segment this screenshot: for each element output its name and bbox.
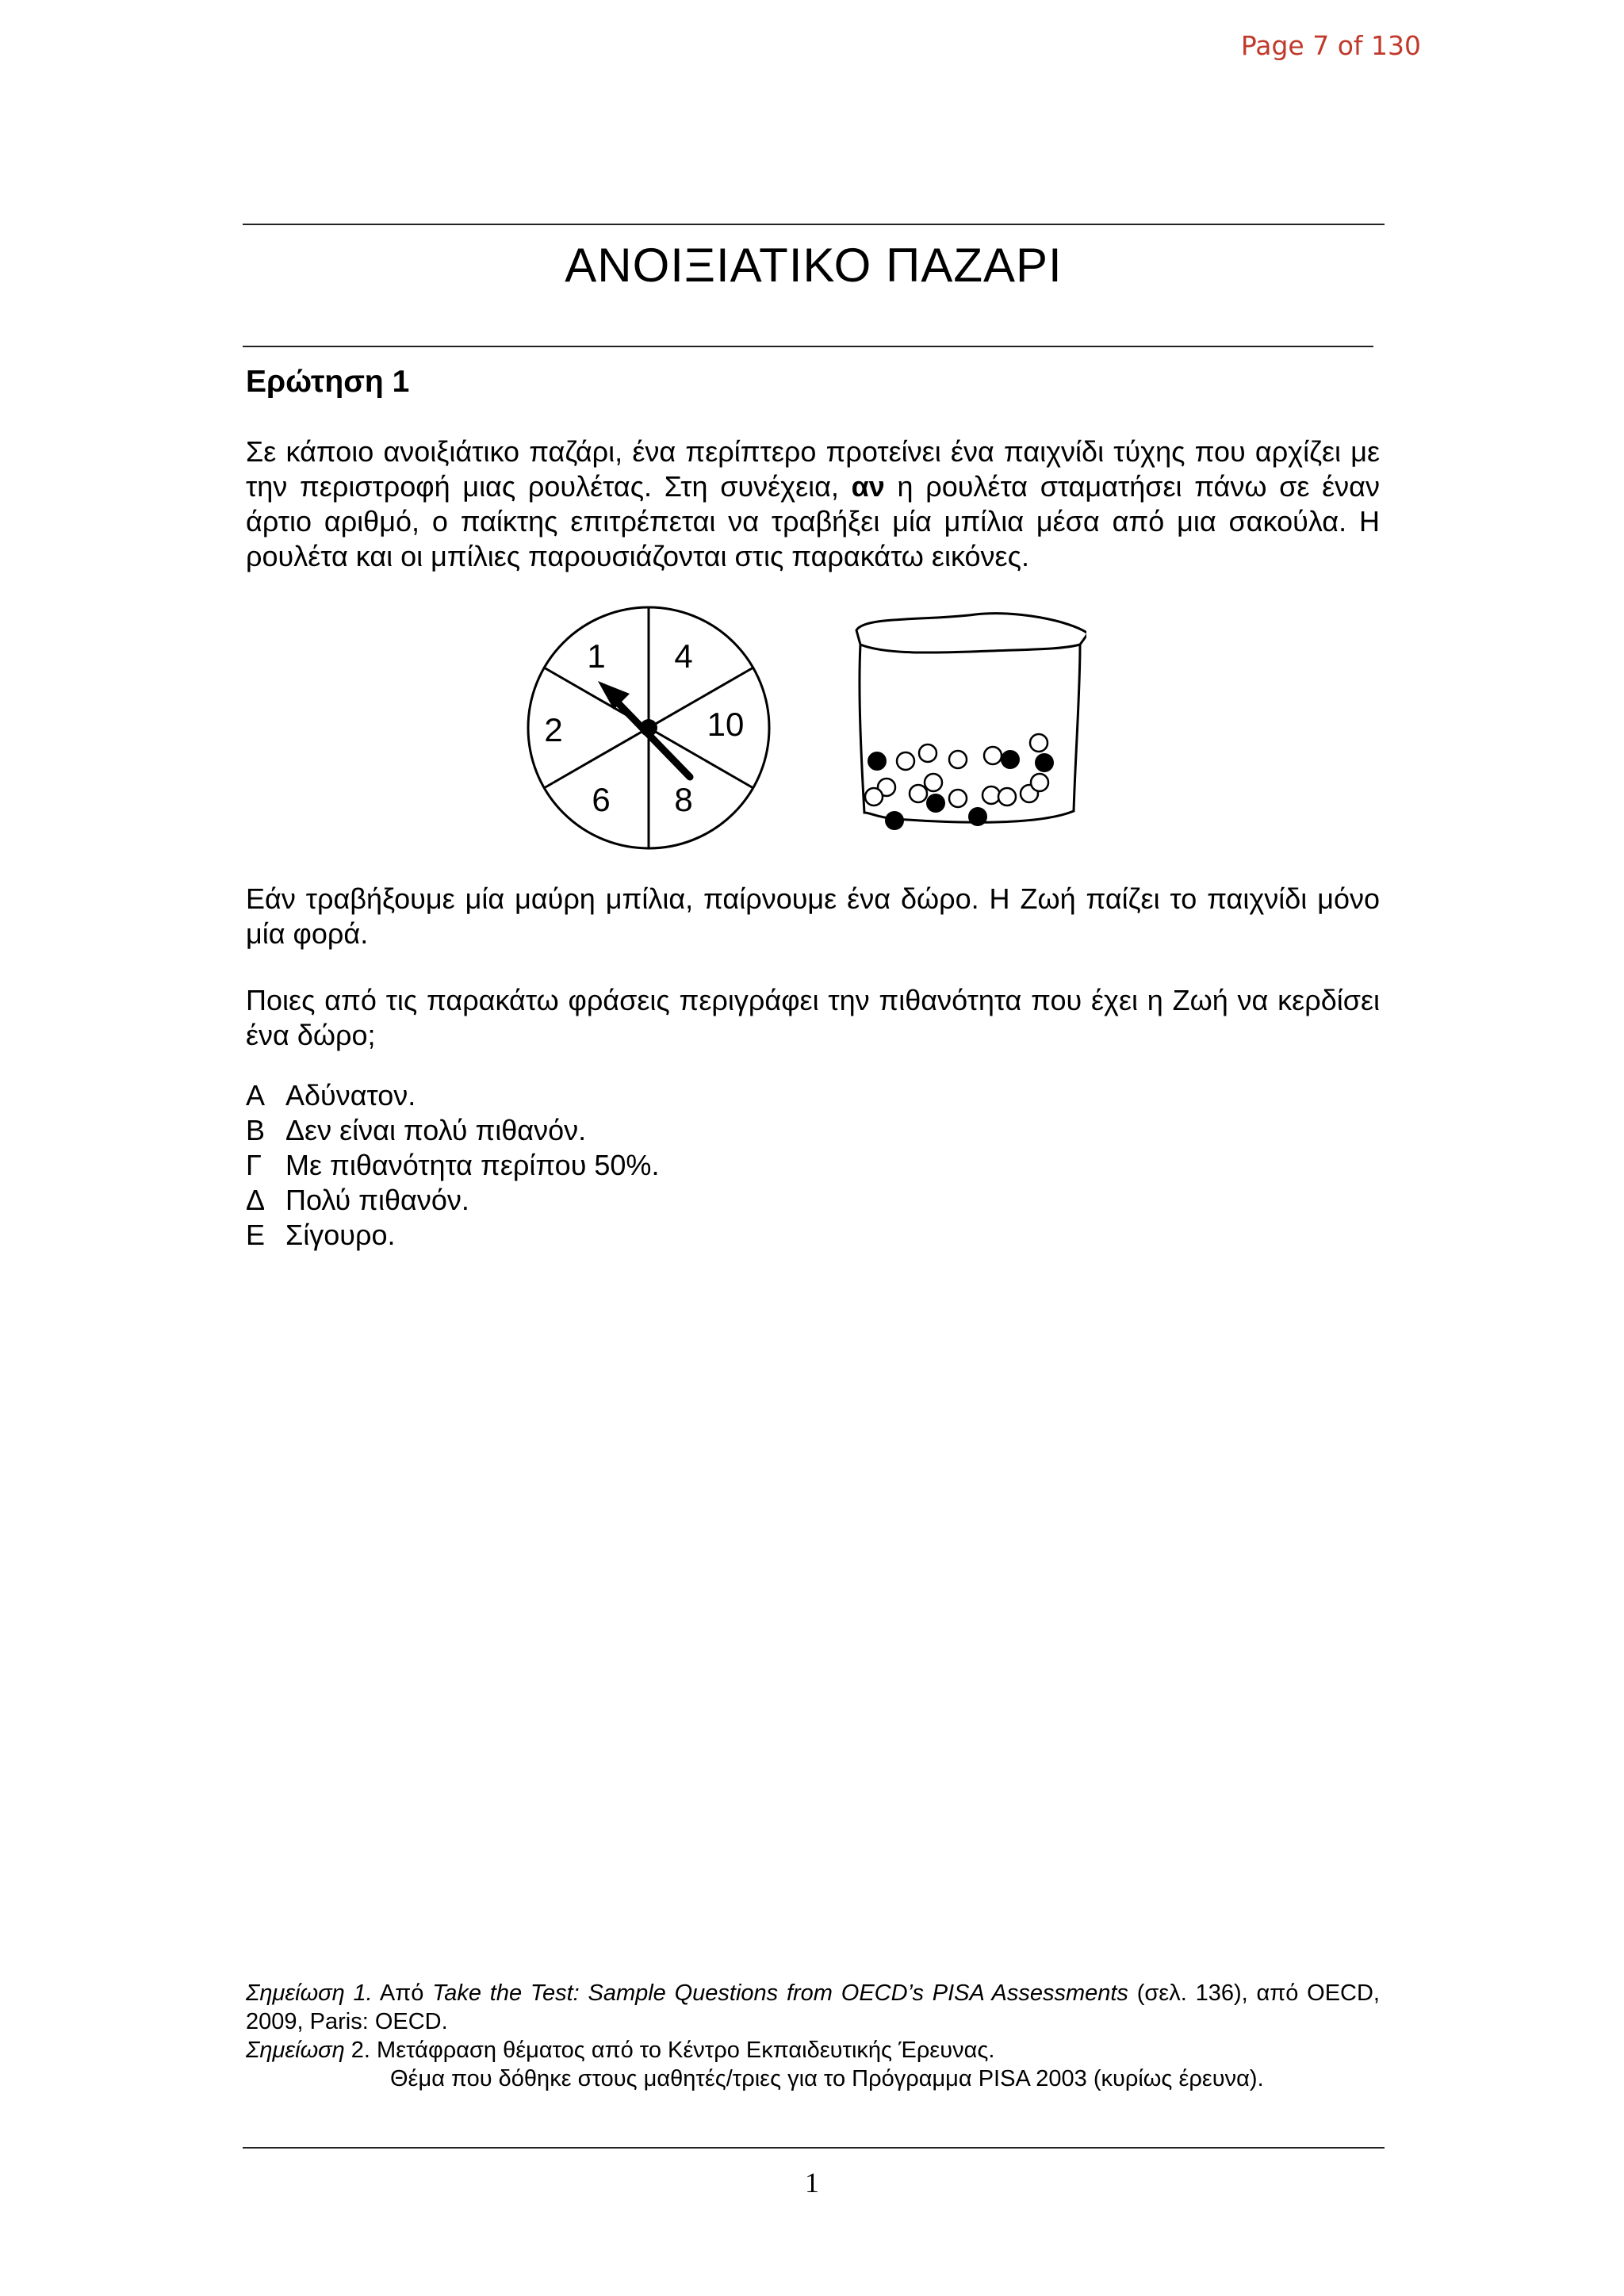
question-heading: Ερώτηση 1 bbox=[246, 365, 410, 399]
page-number: 1 bbox=[805, 2167, 819, 2198]
spinner-label: 8 bbox=[674, 781, 693, 818]
page-title: ΑΝΟΙΞΙΑΤΙΚΟ ΠΑΖΑΡΙ bbox=[565, 239, 1063, 292]
intro-text-1: Σε κάποιο ανοιξιάτικο παζάρι, ένα περίπτερο προτείνει ένα παιχνίδι τύχης που αρχίζει με την περιστροφή μιας ρουλέτας. Στη συνέχεια, bbox=[246, 435, 1380, 503]
spinner-label: 1 bbox=[587, 637, 606, 675]
marble-bag bbox=[856, 614, 1086, 830]
white-marble bbox=[949, 790, 967, 807]
black-marble bbox=[868, 752, 887, 771]
spinner bbox=[528, 607, 769, 848]
option-c bbox=[246, 1148, 659, 1183]
intro-paragraph bbox=[246, 434, 1380, 574]
answer-options bbox=[246, 1078, 659, 1253]
spinner-hub bbox=[640, 719, 657, 737]
white-marble bbox=[897, 752, 914, 770]
white-marble bbox=[910, 785, 927, 802]
white-marble bbox=[984, 747, 1002, 764]
note-1-pre: Από bbox=[372, 1980, 433, 2006]
option-text: Δεν είναι πολύ πιθανόν. bbox=[285, 1114, 587, 1146]
spinner-label: 4 bbox=[674, 637, 693, 675]
note-1 bbox=[246, 1979, 1380, 2036]
white-marble bbox=[865, 788, 883, 806]
paragraph-question: Ποιες από τις παρακάτω φράσεις περιγράφει την πιθανότητα που έχει η Ζωή να κερδίσει ένα δώρο; bbox=[246, 984, 1380, 1051]
option-letter: Α bbox=[246, 1079, 266, 1112]
white-marble bbox=[982, 786, 1000, 804]
white-marble bbox=[1030, 734, 1048, 752]
note-1-source-title: Take the Test: Sample Questions from OECD’s PISA Assessments bbox=[432, 1980, 1128, 2006]
white-marble bbox=[919, 744, 936, 762]
spinner-label: 6 bbox=[592, 781, 611, 818]
option-text: Πολύ πιθανόν. bbox=[285, 1184, 469, 1216]
spinner-label: 10 bbox=[707, 706, 745, 743]
note-2 bbox=[246, 2036, 1380, 2064]
option-text: Αδύνατον. bbox=[285, 1079, 416, 1112]
option-letter: Γ bbox=[246, 1149, 262, 1181]
page-counter: Page 7 of 130 bbox=[1240, 30, 1421, 61]
spinner-label: 2 bbox=[544, 711, 563, 748]
paragraph-prize: Εάν τραβήξουμε μία μαύρη μπίλια, παίρνουμε ένα δώρο. Η Ζωή παίζει το παιχνίδι μόνο μία φορά. bbox=[246, 882, 1380, 950]
footnotes bbox=[246, 1979, 1380, 2093]
option-b bbox=[246, 1113, 659, 1148]
black-marble bbox=[1035, 753, 1054, 772]
option-e bbox=[246, 1218, 659, 1253]
footer-rule bbox=[243, 2147, 1385, 2149]
option-letter: Ε bbox=[246, 1219, 266, 1251]
note-2-line-2: Θέμα που δόθηκε στους μαθητές/τριες για το Πρόγραμμα PISA 2003 (κυρίως έρευνα). bbox=[390, 2066, 1264, 2091]
black-marble bbox=[968, 807, 987, 826]
white-marble bbox=[1031, 774, 1048, 791]
white-marble bbox=[925, 774, 942, 791]
intro-bold-word: αν bbox=[851, 470, 885, 503]
option-text: Σίγουρο. bbox=[285, 1219, 396, 1251]
note-2-text: 2. Μετάφραση θέματος από το Κέντρο Εκπαιδευτικής Έρευνας. bbox=[344, 2038, 995, 2063]
note-1-post: (σελ. 136), από OECD, 2009, Paris: OECD. bbox=[246, 1980, 1380, 2034]
option-text: Με πιθανότητα περίπου 50%. bbox=[285, 1149, 660, 1181]
title-rule bbox=[243, 346, 1373, 347]
black-marble bbox=[885, 811, 904, 830]
intro-text-2: η ρουλέτα σταματήσει πάνω σε έναν άρτιο αριθμό, ο παίκτης επιτρέπεται να τραβήξει μία μπίλια μέσα από μια σακούλα. Η ρουλέτα και οι μπίλιες παρουσιάζονται στις παρακάτω εικόνες. bbox=[246, 470, 1380, 572]
option-letter: Δ bbox=[246, 1184, 266, 1216]
note-2-label: Σημείωση bbox=[246, 2038, 345, 2063]
option-letter: Β bbox=[246, 1114, 266, 1146]
note-1-label: Σημείωση 1. bbox=[246, 1980, 373, 2006]
option-d bbox=[246, 1183, 659, 1218]
white-marble bbox=[949, 751, 967, 768]
option-a bbox=[246, 1078, 659, 1113]
white-marble bbox=[998, 788, 1016, 806]
top-rule bbox=[243, 224, 1385, 225]
spinner-and-bag-figure bbox=[515, 599, 1086, 860]
